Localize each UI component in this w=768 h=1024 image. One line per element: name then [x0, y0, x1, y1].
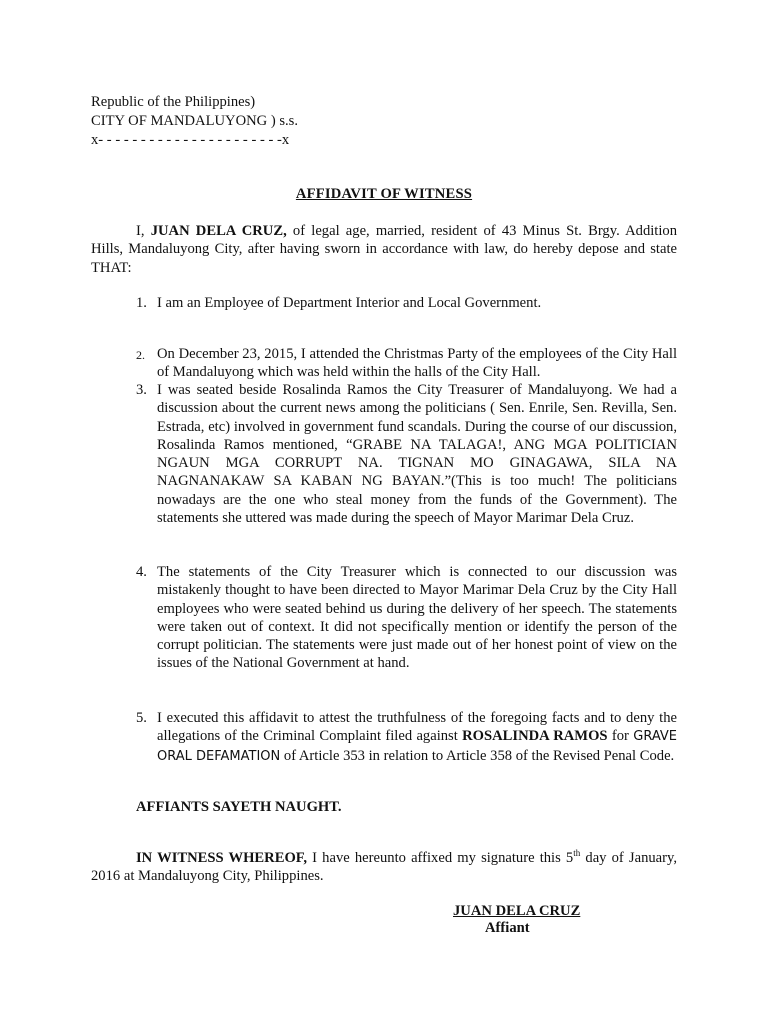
item-text: I am an Employee of Department Interior and Local Government. [157, 295, 542, 311]
item-text-part: of Article 353 in relation to Article 358 of the Revised Penal Code. [280, 747, 675, 764]
document-title: AFFIDAVIT OF WITNESS [295, 186, 473, 202]
day-suffix: th [573, 848, 581, 858]
item-text: On December 23, 2015, I attended the Christmas Party of the employees of the City Hall of Mandaluyong which was held within the halls of the City Hall. [157, 346, 677, 381]
intro-paragraph [91, 222, 677, 277]
witness-text: day of January, 2016 at Mandaluyong City, Philippines. [91, 850, 677, 885]
item-text: I was seated beside Rosalinda Ramos the City Treasurer of Mandaluyong. We had a discussion about the current news among the politicians ( Sen. Enrile, Sen. Revilla, Sen. Estrada, etc) involved in government fund scandals. During the course of our discussion, Rosalinda Ramos mentioned, “GRABE NA TALAGA!, ANG MGA POLITICIAN NGAUN MGA CORRUPT NA. TIGNAN MO GINAGAWA, SILA NA NAGNANAKAW SA KABAN NG BAYAN.”(This is too much! The politicians nowadays are the one who steal money from the funds of the Government). The statements she uttered was made during the speech of Mayor Marimar Dela Cruz. [157, 382, 677, 527]
item-number: 3. [136, 382, 147, 398]
offense-name: GRAVE ORAL DEFAMATION [157, 729, 677, 764]
witness-paragraph [91, 849, 677, 886]
item-number: 5. [136, 710, 147, 726]
affiant-name: JUAN DELA CRUZ, [150, 223, 287, 239]
item-number: 2. [136, 348, 145, 362]
item-text-part: I executed this affidavit to attest the truthfulness of the foregoing facts and to deny the allegations of the Criminal Complaint filed against [157, 710, 677, 745]
item-number: 4. [136, 564, 147, 580]
caption-separator: x- - - - - - - - - - - - - - - - - - - - - -x [91, 132, 290, 148]
signature-name: JUAN DELA CRUZ [453, 903, 581, 919]
intro-pre: I, [136, 223, 151, 239]
item-number: 1. [136, 295, 147, 311]
item-text-part: for [607, 728, 634, 745]
item-text [157, 709, 677, 766]
signature-role: Affiant [485, 920, 530, 936]
document-caption [91, 93, 298, 150]
witness-whereof: IN WITNESS WHEREOF, [136, 850, 308, 866]
intro-body: of legal age, married, resident of 43 Minus St. Brgy. Addition Hills, Mandaluyong City, after having sworn in accordance with law, do hereby depose and state THAT: [91, 223, 677, 276]
witness-text: I have hereunto affixed my signature this 5 [307, 850, 574, 866]
caption-city: CITY OF MANDALUYONG ) s.s. [91, 113, 299, 129]
item-text: The statements of the City Treasurer which is connected to our discussion was mistakenly thought to have been directed to Mayor Marimar Dela Cruz by the City Hall employees who were seated behind us during the delivery of her speech. The statements were taken out of context. It did not specifically mention or identify the person of the corrupt politician. The statements were just made out of her honest point of view on the issues of the National Government at hand. [157, 564, 677, 672]
caption-country: Republic of the Philippines) [91, 94, 256, 110]
closing-statement: AFFIANTS SAYETH NAUGHT. [136, 799, 342, 815]
respondent-name: ROSALINDA RAMOS [462, 728, 608, 745]
